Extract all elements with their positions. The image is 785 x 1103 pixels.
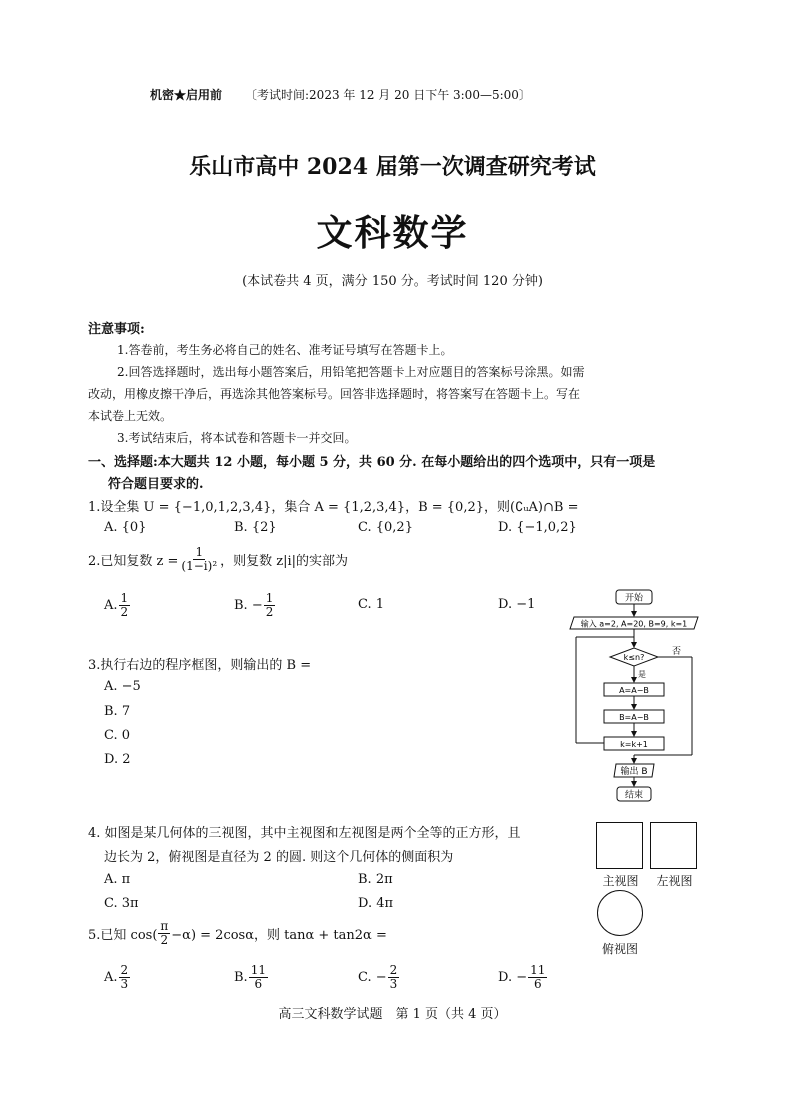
q5-opt-b-label: B.	[234, 969, 248, 985]
notice-item: 改动，用橡皮擦干净后，再选涂其他答案标号。回答非选择题时，将答案写在答题卡上。写在	[88, 387, 581, 401]
q3-option-b: B. 7	[104, 704, 131, 719]
q5-option-d	[498, 964, 548, 990]
flow-input-text: 输入 a=2, A=20, B=9, k=1	[580, 619, 688, 629]
q5-opt-c-label: C. −	[358, 969, 387, 985]
flow-start-text: 开始	[624, 593, 644, 604]
q3-stem: 3.执行右边的程序框图，则输出的 B =	[88, 658, 312, 673]
q1-option-c: C. {0,2}	[358, 520, 413, 535]
q2-frac-den: (1−i)²	[181, 558, 218, 573]
q2-opt-b-den: 2	[265, 604, 274, 619]
q5-opt-a-label: A.	[104, 969, 118, 985]
notice-item: 3.考试结束后，将本试卷和答题卡一并交回。	[117, 431, 357, 445]
q4-option-a: A. π	[104, 872, 131, 887]
flow-step2-text: B=A−B	[619, 713, 649, 722]
q4-option-b: B. 2π	[358, 872, 393, 887]
q5-stem	[88, 920, 387, 946]
notice-item: 1.答卷前，考生务必将自己的姓名、准考证号填写在答题卡上。	[117, 343, 453, 357]
section-heading-cont: 符合题目要求的.	[108, 477, 204, 492]
q2-stem-start: 2.已知复数 z =	[88, 553, 179, 569]
q2-opt-b-label: B. −	[234, 597, 263, 613]
q5-frac-num: π	[160, 919, 169, 933]
q5-opt-c-num: 2	[389, 963, 398, 977]
q5-frac-den: 2	[160, 932, 169, 947]
page-footer: 高三文科数学试题 第 1 页（共 4 页）	[278, 1007, 507, 1022]
q5-option-b	[234, 964, 269, 990]
q2-frac-num: 1	[195, 545, 204, 559]
front-view-label: 主视图	[602, 874, 639, 888]
q3-option-d: D. 2	[104, 752, 131, 767]
q1-option-d: D. {−1,0,2}	[498, 520, 577, 535]
q5-stem-end: −α) = 2cosα，则 tanα + tan2α =	[171, 927, 387, 943]
q2-opt-a-num: 1	[120, 591, 129, 605]
side-view-label: 左视图	[656, 874, 693, 888]
front-view-square	[596, 822, 643, 869]
exam-info: (本试卷共 4 页，满分 150 分。考试时间 120 分钟)	[242, 274, 543, 289]
q5-opt-b-num: 11	[250, 963, 266, 977]
flow-step3-text: k=k+1	[620, 740, 648, 749]
q2-option-c: C. 1	[358, 597, 385, 612]
flow-cond-text: k≤n?	[623, 653, 645, 662]
q4-option-d: D. 4π	[358, 896, 394, 911]
q2-option-b	[234, 592, 276, 618]
q5-option-c	[358, 964, 400, 990]
q4-stem-line2: 边长为 2，俯视图是直径为 2 的圆. 则这个几何体的侧面积为	[104, 850, 454, 865]
notice-heading: 注意事项:	[88, 322, 145, 337]
flow-end-text: 结束	[624, 790, 644, 801]
secret-mark: 机密★启用前	[150, 88, 223, 102]
q2-stem-end: ，则复数 z|i|的实部为	[220, 553, 349, 569]
q2-opt-a-label: A.	[104, 597, 118, 613]
q5-option-a	[104, 964, 131, 990]
q5-opt-b-den: 6	[254, 976, 263, 991]
q1-stem: 1.设全集 U = {−1,0,1,2,3,4}，集合 A = {1,2,3,4}，B = {0,2}，则(∁ᵤA)∩B =	[88, 500, 579, 515]
side-view-square	[650, 822, 697, 869]
q2-option-d: D. −1	[498, 597, 536, 612]
top-view-circle	[597, 890, 643, 936]
section-heading: 一、选择题:本大题共 12 小题，每小题 5 分，共 60 分. 在每小题给出的四个选项中，只有一项是	[88, 455, 656, 470]
exam-time: 〔考试时间:2023 年 12 月 20 日下午 3:00—5:00〕	[245, 88, 531, 102]
flow-yes-label: 是	[638, 670, 646, 679]
q4-option-c: C. 3π	[104, 896, 139, 911]
flow-step1-text: A=A−B	[619, 686, 649, 695]
q5-opt-d-label: D. −	[498, 969, 528, 985]
exam-title: 乐山市高中 2024 届第一次调查研究考试	[189, 154, 596, 180]
q2-opt-a-den: 2	[120, 604, 129, 619]
flow-output-text: 输出 B	[620, 767, 648, 777]
q5-opt-d-num: 11	[530, 963, 546, 977]
q5-opt-c-den: 3	[389, 976, 398, 991]
q2-opt-b-num: 1	[265, 591, 274, 605]
q3-option-a: A. −5	[104, 679, 141, 694]
q1-option-b: B. {2}	[234, 520, 277, 535]
notice-item: 本试卷上无效。	[88, 409, 173, 423]
q2-option-a	[104, 592, 131, 618]
q5-opt-a-num: 2	[120, 963, 129, 977]
flowchart	[560, 585, 710, 805]
q3-option-c: C. 0	[104, 728, 131, 743]
q5-opt-a-den: 3	[120, 976, 129, 991]
q2-stem	[88, 546, 348, 572]
q4-stem-line1: 4. 如图是某几何体的三视图，其中主视图和左视图是两个全等的正方形，且	[88, 826, 521, 841]
notice-item: 2.回答选择题时，选出每小题答案后，用铅笔把答题卡上对应题目的答案标号涂黑。如需	[117, 365, 585, 379]
q5-stem-start: 5.已知 cos(	[88, 927, 158, 943]
top-view-label: 俯视图	[601, 942, 638, 956]
q2-fraction	[179, 546, 219, 572]
q1-option-a: A. {0}	[104, 520, 147, 535]
flow-no-label: 否	[672, 647, 682, 657]
subject-title: 文科数学	[316, 212, 469, 254]
q5-opt-d-den: 6	[533, 976, 542, 991]
